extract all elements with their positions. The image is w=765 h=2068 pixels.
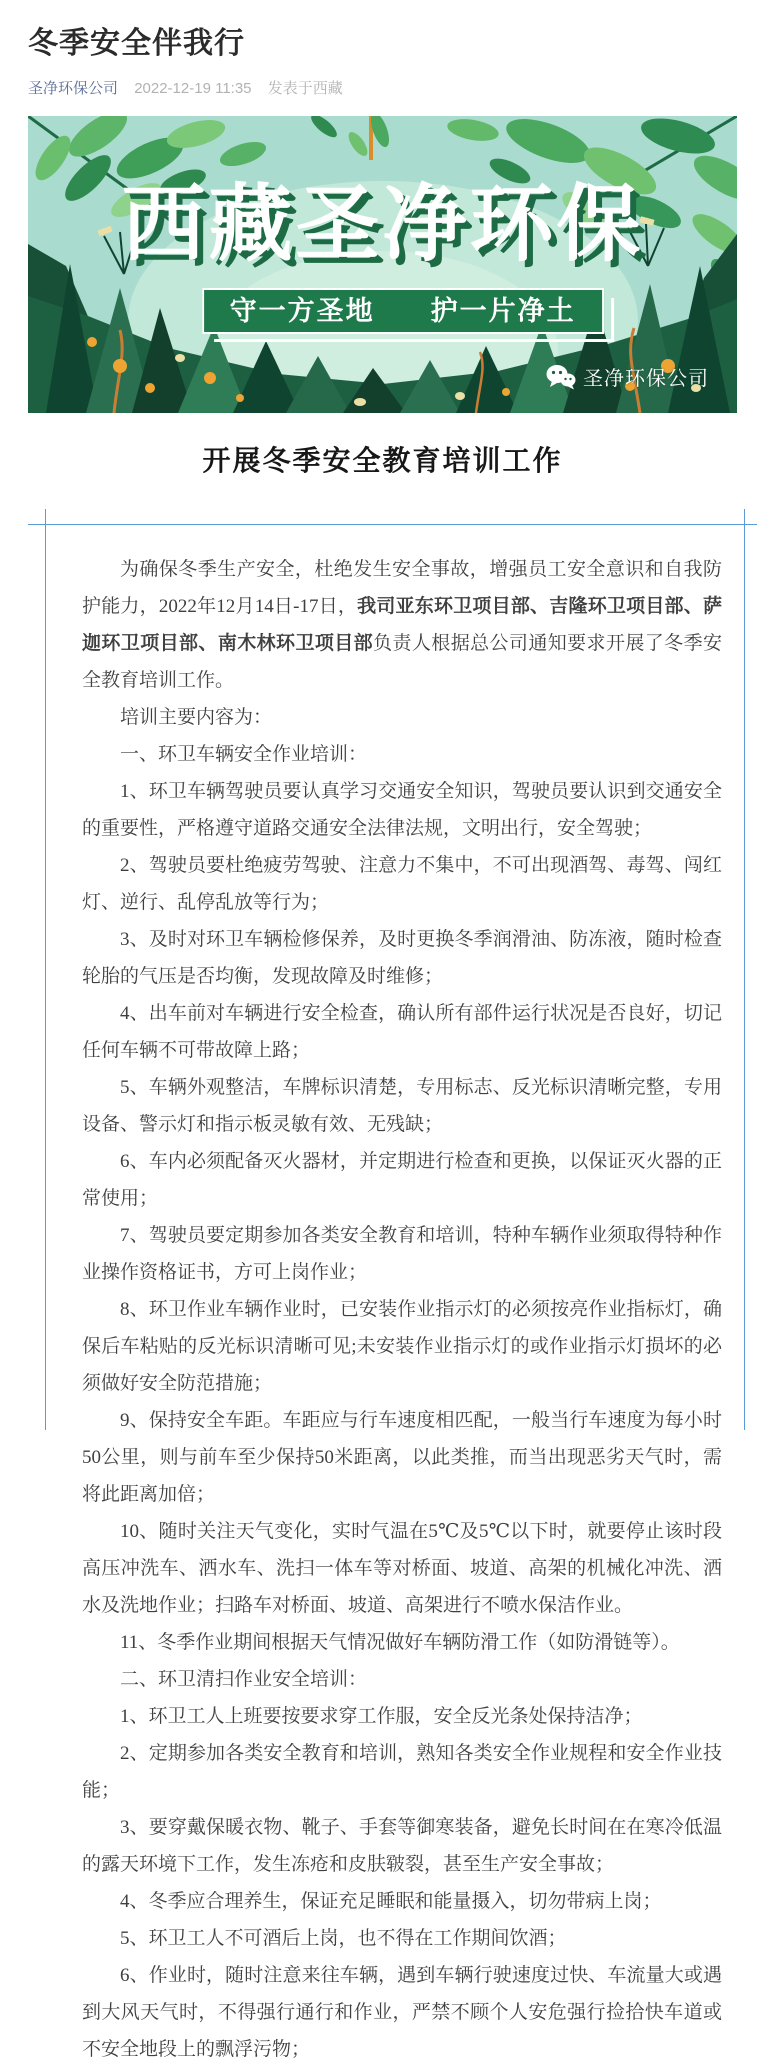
paragraph: 4、冬季应合理养生，保证充足睡眠和能量摄入，切勿带病上岗； [120,1891,662,1912]
account-name-link[interactable]: 圣净环保公司 [28,80,119,97]
article-body [0,509,765,2068]
banner-slogan-right: 护一片净土 [430,296,576,326]
paragraph: 2、定期参加各类安全教育和培训，熟知各类安全作业规程和安全作业技能； [82,1743,722,1801]
paragraph: 7、驾驶员要定期参加各类安全教育和培训，特种车辆作业须取得特种作业操作资格证书，方可上岗作业； [82,1225,722,1283]
publish-timestamp: 2022-12-19 11:35 [134,80,252,97]
paragraph: 5、环卫工人不可酒后上岗，也不得在工作期间饮酒； [120,1928,567,1949]
paragraph: 一、环卫车辆安全作业培训： [120,744,368,765]
paragraph: 培训主要内容为： [120,707,273,728]
paragraph: 4、出车前对车辆进行安全检查，确认所有部件运行状况是否良好，切记任何车辆不可带故障上路； [82,1003,722,1061]
paragraph: 1、环卫车辆驾驶员要认真学习交通安全知识，驾驶员要认识到交通安全的重要性，严格遵守道路交通安全法律法规，文明出行，安全驾驶； [82,781,722,839]
intro-text-end: 负责人根据总公司通知要求开展了冬季安全教育培训工作。 [82,633,722,691]
paragraph: 3、要穿戴保暖衣物、靴子、手套等御寒装备，避免长时间在在寒冷低温的露天环境下工作，发生冻疮和皮肤皲裂，甚至生产安全事故； [82,1817,722,1875]
paragraph: 6、车内必须配备灭火器材，并定期进行检查和更换，以保证灭火器的正常使用； [82,1151,722,1209]
article-body-table [0,509,765,2060]
section-heading: 开展冬季安全教育培训工作 [202,445,563,476]
paragraph: 11、冬季作业期间根据天气情况做好车辆防滑工作（如防滑链等）。 [120,1632,680,1653]
intro-text: 为确保冬季生产安全，杜绝发生安全事故，增强员工安全意识和自我防护能力，2022年12月14日-17日， [82,559,722,617]
publish-location: 发表于西藏 [267,80,343,97]
wechat-icon [546,364,576,390]
paragraph-intro [82,551,722,699]
page-title: 冬季安全伴我行 [28,27,245,60]
banner-watermark [546,362,709,391]
paragraph: 1、环卫工人上班要按要求穿工作服，安全反光条处保持洁净； [120,1706,643,1727]
paragraph: 6、作业时，随时注意来往车辆，遇到车辆行驶速度过快、车流量大或遇到大风天气时，不得强行通行和作业，严禁不顾个人安危强行捡拾快车道或不安全地段上的飘浮污物； [82,1965,722,2060]
banner-slogan-left: 守一方圣地 [229,296,375,326]
banner-main-title: 西藏圣净环保 [121,177,644,271]
byline [28,79,737,99]
banner-slogan-band [202,288,604,334]
paragraph: 3、及时对环卫车辆检修保养，及时更换冬季润滑油、防冻液，随时检查轮胎的气压是否均衡，发现故障及时维修； [82,929,722,987]
table-right-border [744,509,745,1430]
banner-image[interactable] [28,116,737,413]
paragraph: 8、环卫作业车辆作业时，已安装作业指示灯的必须按亮作业指标灯，确保后车粘贴的反光标识清晰可见;未安装作业指示灯的或作业指示灯损坏的必须做好安全防范措施； [82,1299,722,1394]
paragraph: 2、驾驶员要杜绝疲劳驾驶、注意力不集中，不可出现酒驾、毒驾、闯红灯、逆行、乱停乱放等行为； [82,855,722,913]
paragraph: 9、保持安全车距。车距应与行车速度相匹配，一般当行车速度为每小时50公里，则与前车至少保持50米距离，以此类推，而当出现恶劣天气时，需将此距离加倍； [82,1410,722,1505]
banner-watermark-text: 圣净环保公司 [583,368,709,390]
table-top-border [28,524,757,525]
article-header [0,24,765,99]
paragraph: 二、环卫清扫作业安全培训： [120,1669,368,1690]
paragraph: 10、随时关注天气变化，实时气温在5℃及5℃以下时，就要停止该时段高压冲洗车、洒水车、洗扫一体车等对桥面、坡道、高架的机械化冲洗、洒水及洗地作业；扫路车对桥面、坡道、高架进行不喷水保洁作业。 [82,1521,722,1616]
paragraph: 5、车辆外观整洁，车牌标识清楚，专用标志、反光标识清晰完整，专用设备、警示灯和指示板灵敏有效、无残缺； [82,1077,722,1135]
intro-bold-departments: 我司亚东环卫项目部、吉隆环卫项目部、萨迦环卫项目部、南木林环卫项目部 [82,596,722,654]
table-left-border [45,509,46,1430]
